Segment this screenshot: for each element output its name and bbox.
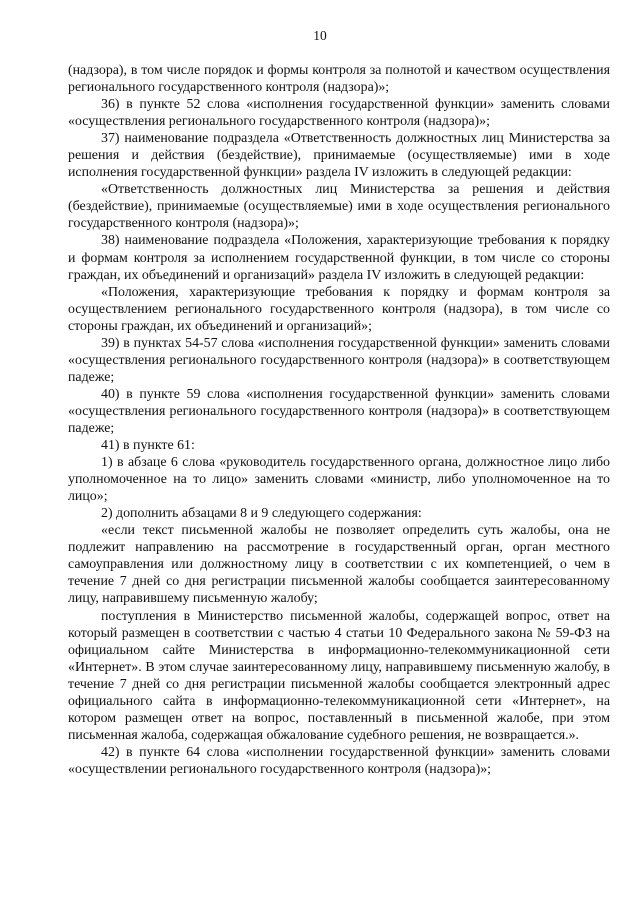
paragraph-item-42: 42) в пункте 64 слова «исполнении государственной функции» заменить словами «осуществлении регионального государственного контроля (надзора)»; [68,744,610,777]
paragraph-quote-41-a: «если текст письменной жалобы не позволяет определить суть жалобы, она не подлежит направлению на рассмотрение в государственный орган, орган местного самоуправления или должностному лицу в соответствии с их компетенцией, о чем в течение 7 дней со дня регистрации письменной жалобы сообщается заинтересованному лицу, направившему письменную жалобу; [68,523,610,607]
paragraph-item-39: 39) в пунктах 54-57 слова «исполнения государственной функции» заменить словами «осуществления регионального государственного контроля (надзора)» в соответствующем падеже; [68,335,610,385]
paragraph-item-36: 36) в пункте 52 слова «исполнения государственной функции» заменить словами «осуществления регионального государственного контроля (надзора)»; [68,97,610,130]
paragraph-quote-41-b: поступления в Министерство письменной жалобы, содержащей вопрос, ответ на который размещен в соответствии с частью 4 статьи 10 Федерального закона № 59-ФЗ на официальном сайте Министерства в информационно-телекоммуникационной сети «Интернет». В этом случае заинтересованному лицу, направившему письменную жалобу, в течение 7 дней со дня регистрации письменной жалобы сообщается электронный адрес официального сайта в информационно-телекоммуникационной сети «Интернет», на котором размещен ответ на вопрос, поставленный в письменной жалобе, при этом письменная жалоба, содержащая обжалование судебного решения, не возвращается.». [68,608,610,743]
document-body [68,62,610,778]
paragraph-item-41: 41) в пункте 61: [101,438,195,454]
paragraph-quote-37: «Ответственность должностных лиц Министерства за решения и действия (бездействие), принимаемые (осуществляемые) ими в ходе осуществления регионального государственного контроля (надзора)»; [68,182,610,232]
paragraph-item-41-2: 2) дополнить абзацами 8 и 9 следующего содержания: [101,506,422,522]
paragraph-item-37: 37) наименование подраздела «Ответственность должностных лиц Министерства за решения и действия (бездействие), принимаемые (осуществляемые) ими в ходе исполнения государственной функции» раздела IV изложить в следующей редакции: [68,131,610,181]
paragraph-item-41-1: 1) в абзаце 6 слова «руководитель государственного органа, должностное лицо либо уполномоченное на то лицо» заменить словами «министр, либо уполномоченное на то лицо»; [68,455,610,505]
paragraph-item-40: 40) в пункте 59 слова «исполнения государственной функции» заменить словами «осуществления регионального государственного контроля (надзора)» в соответствующем падеже; [68,386,610,436]
paragraph-item-38: 38) наименование подраздела «Положения, характеризующие требования к порядку и формам контроля за исполнением государственной функции, в том числе со стороны граждан, их объединений и организаций» раздела IV изложить в следующей редакции: [68,233,610,283]
paragraph-continuation: (надзора), в том числе порядок и формы контроля за полнотой и качеством осуществления регионального государственного контроля (надзора)»; [68,63,610,96]
page-number: 10 [313,28,327,43]
paragraph-quote-38: «Положения, характеризующие требования к порядку и формам контроля за осуществлением регионального государственного контроля (надзора), в том числе со стороны граждан, их объединений и организаций»; [68,284,610,334]
